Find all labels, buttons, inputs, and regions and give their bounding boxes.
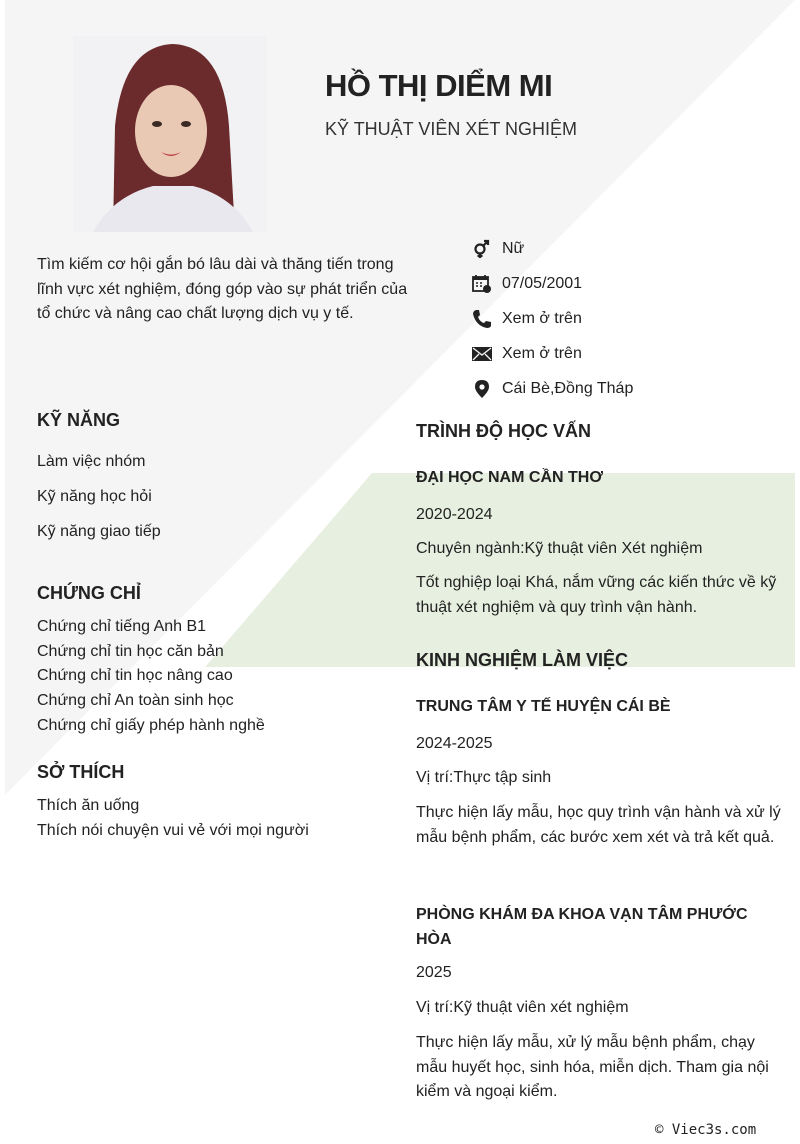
hobbies-heading: SỞ THÍCH — [37, 762, 125, 782]
contact-address — [472, 371, 633, 406]
certificate-item: Chứng chỉ tin học căn bản — [37, 643, 224, 660]
contact-phone — [472, 302, 633, 337]
certificates-heading: CHỨNG CHỈ — [37, 583, 141, 603]
job-company: PHÒNG KHÁM ĐA KHOA VẠN TÂM PHƯỚC HÒA — [416, 906, 748, 948]
hobby-item: Thích nói chuyện vui vẻ với mọi người — [37, 822, 309, 839]
address-value: Cái Bè,Đồng Tháp — [502, 379, 634, 397]
job-position: Vị trí:Thực tập sinh — [416, 769, 552, 786]
job-position: Vị trí:Kỹ thuật viên xét nghiệm — [416, 999, 629, 1016]
skill-item: Kỹ năng giao tiếp — [37, 523, 161, 540]
profile-photo — [73, 36, 267, 232]
contact-birthdate — [472, 267, 633, 302]
certificate-item: Chứng chỉ tin học nâng cao — [37, 667, 233, 684]
education-period: 2020-2024 — [416, 506, 493, 523]
education-heading: TRÌNH ĐỘ HỌC VẤN — [416, 421, 591, 441]
birthdate-value: 07/05/2001 — [502, 275, 583, 293]
email-value: Xem ở trên — [502, 344, 582, 362]
skill-item: Làm việc nhóm — [37, 453, 146, 470]
job-period: 2025 — [416, 964, 452, 981]
candidate-name: HỒ THỊ DIỂM MI — [325, 68, 553, 103]
skill-item: Kỹ năng học hỏi — [37, 488, 152, 505]
contact-email — [472, 336, 633, 371]
job-description: Thực hiện lấy mẫu, học quy trình vận hành và xử lý mẫu bệnh phẩm, các bước xem xét và trả kết quả. — [416, 804, 781, 846]
career-objective: Tìm kiếm cơ hội gắn bó lâu dài và thăng tiến trong lĩnh vực xét nghiệm, đóng góp vào sự phát triển của tổ chức và nâng cao chất lượng dịch vụ y tế. — [37, 256, 408, 322]
calendar-icon — [472, 274, 492, 294]
job-company: TRUNG TÂM Y TẾ HUYỆN CÁI BÈ — [416, 698, 671, 715]
contact-info — [472, 232, 633, 406]
hobby-item: Thích ăn uống — [37, 797, 140, 814]
skills-heading: KỸ NĂNG — [37, 410, 121, 430]
education-description: Tốt nghiệp loại Khá, nắm vững các kiến thức về kỹ thuật xét nghiệm và quy trình vận hành. — [416, 574, 777, 616]
job-title: KỸ THUẬT VIÊN XÉT NGHIỆM — [325, 119, 578, 139]
certificate-item: Chứng chỉ tiếng Anh B1 — [37, 618, 207, 635]
footer-watermark: © Viec3s.com — [655, 1122, 757, 1138]
job-period: 2024-2025 — [416, 735, 493, 752]
school-name: ĐẠI HỌC NAM CẦN THƠ — [416, 469, 603, 486]
contact-gender — [472, 232, 633, 267]
certificate-item: Chứng chỉ giấy phép hành nghề — [37, 717, 265, 734]
phone-icon — [472, 309, 492, 329]
certificate-item: Chứng chỉ An toàn sinh học — [37, 692, 234, 709]
experience-heading: KINH NGHIỆM LÀM VIỆC — [416, 650, 629, 670]
email-icon — [472, 344, 492, 364]
gender-icon — [472, 239, 492, 259]
location-icon — [472, 379, 492, 399]
gender-value: Nữ — [502, 240, 525, 258]
job-description: Thực hiện lấy mẫu, xử lý mẫu bệnh phẩm, chạy mẫu huyết học, sinh hóa, miễn dịch. Tham gia nội kiểm và ngoại kiểm. — [416, 1034, 769, 1100]
phone-value: Xem ở trên — [502, 309, 582, 327]
education-major: Chuyên ngành:Kỹ thuật viên Xét nghiệm — [416, 540, 703, 557]
